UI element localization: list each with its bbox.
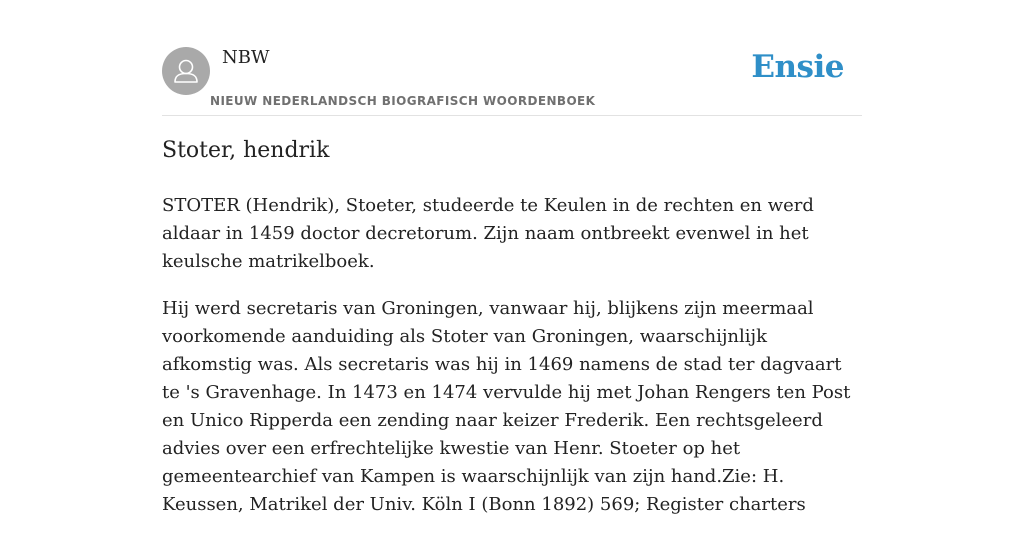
- article-paragraph: STOTER (Hendrik), Stoeter, studeerde te Keulen in de rechten en werd aldaar in 1459 doctor decretorum. Zijn naam ontbreekt evenwel in het keulsche matrikelboek.: [162, 195, 814, 272]
- ensie-logo-link[interactable]: Ensie: [751, 49, 844, 85]
- source-name[interactable]: NBW: [222, 47, 270, 68]
- article-body: [162, 192, 862, 538]
- article-title: Stoter, hendrik: [162, 138, 330, 163]
- source-full-title: NIEUW NEDERLANDSCH BIOGRAFISCH WOORDENBOEK: [210, 94, 596, 108]
- source-avatar[interactable]: [162, 47, 210, 95]
- article-paragraph: Hij werd secretaris van Groningen, vanwaar hij, blijkens zijn meermaal voorkomende aanduiding als Stoter van Groningen, waarschijnlijk afkomstig was. Als secretaris was hij in 1469 namens de stad ter dagvaart te 's Gravenhage. In 1473 en 1474 vervulde hij met Johan Rengers ten Post en Unico Ripperda een zending naar keizer Frederik. Een rechtsgeleerd advies over een erfrechtelijke kwestie van Henr. Stoeter op het gemeentearchief van Kampen is waarschijnlijk van zijn hand.Zie: H. Keussen, Matrikel der Univ. Köln I (Bonn 1892) 569; Register charters: [162, 298, 851, 515]
- user-icon: [162, 47, 210, 95]
- source-header: [162, 47, 862, 116]
